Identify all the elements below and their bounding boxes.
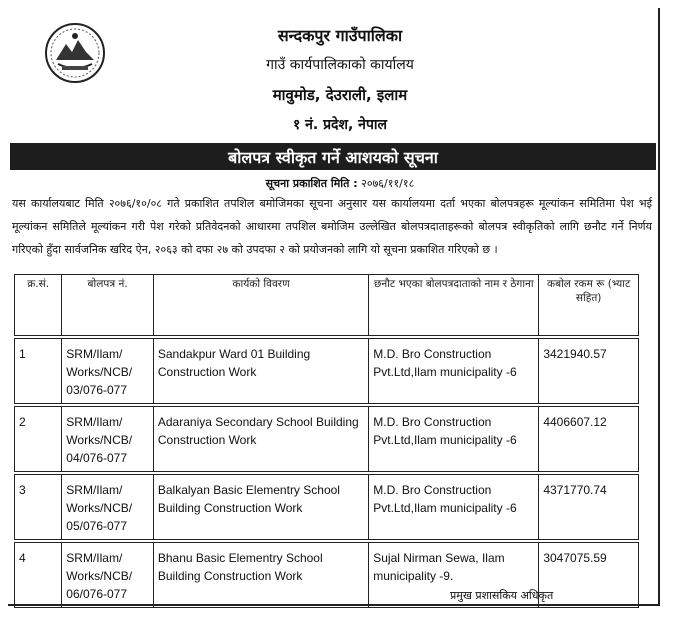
bid-table bbox=[14, 274, 639, 608]
publication-date-line bbox=[0, 176, 680, 191]
publication-label: सूचना प्रकाशित मिति : bbox=[265, 177, 358, 190]
header-amount: कबोल रकम रू (भ्याट सहित) bbox=[539, 275, 639, 336]
cell-work: Adaraniya Secondary School Building Construction Work bbox=[153, 407, 368, 472]
signature-title: प्रमुख प्रशासकिय अधिकृत bbox=[450, 589, 554, 602]
nepal-government-emblem-icon bbox=[44, 22, 106, 84]
header-work: कार्यको विवरण bbox=[153, 275, 368, 336]
table-row bbox=[15, 475, 639, 540]
cell-sn: 4 bbox=[15, 543, 62, 608]
province-line: १ नं. प्रदेश, नेपाल bbox=[292, 117, 388, 133]
cell-bid-no: SRM/Ilam/ Works/NCB/ 03/076-077 bbox=[62, 339, 154, 404]
cell-bid-no: SRM/Ilam/ Works/NCB/ 06/076-077 bbox=[62, 543, 154, 608]
notice-paragraph: यस कार्यालयबाट मिति २०७६/१०/०८ गते प्रकाशित तपशिल बमोजिमका सूचना अनुसार यस कार्यालयमा दर्ता भएका बोलपत्रहरू मूल्यांकन समितिमा पेश भई मूल्यांकन समितिले मूल्यांकन गरी पेश गरेको प्रतिवेदनको आधारमा तपशिल बमोजिम उल्लेखित बोलपत्रदाताहरूको बोलपत्र स्वीकृतिको लागि छनौट गर्ने निर्णय गरिएको हुँदा सार्वजनिक खरिद ऐन, २०६३ को दफा २७ को उपदफा २ को प्रयोजनको लागि यो सूचना प्रकाशित गरिएको छ । bbox=[12, 197, 652, 256]
cell-bid-no: SRM/Ilam/ Works/NCB/ 05/076-077 bbox=[62, 475, 154, 540]
notice-title: बोलपत्र स्वीकृत गर्ने आशयको सूचना bbox=[228, 147, 438, 167]
municipality-name: सन्दकपुर गाउँपालिका bbox=[277, 26, 403, 45]
publication-date: २०७६/११/१८ bbox=[361, 177, 415, 190]
cell-sn: 3 bbox=[15, 475, 62, 540]
header-bidder: छनौट भएका बोलपत्रदाताको नाम र ठेगाना bbox=[369, 275, 539, 336]
cell-bidder: M.D. Bro Construction Pvt.Ltd,Ilam municipality -6 bbox=[369, 475, 539, 540]
table-header-row bbox=[15, 275, 639, 336]
cell-amount: 4371770.74 bbox=[539, 475, 639, 540]
office-address: मावुमोड, देउराली, इलाम bbox=[272, 86, 408, 104]
cell-bidder: Sujal Nirman Sewa, Ilam municipality -9. bbox=[369, 543, 539, 608]
cell-work: Bhanu Basic Elementry School Building Construction Work bbox=[153, 543, 368, 608]
cell-bidder: M.D. Bro Construction Pvt.Ltd,Ilam municipality -6 bbox=[369, 407, 539, 472]
cell-work: Sandakpur Ward 01 Building Construction Work bbox=[153, 339, 368, 404]
header-bid-no: बोलपत्र नं. bbox=[62, 275, 154, 336]
cell-amount: 4406607.12 bbox=[539, 407, 639, 472]
cell-bid-no: SRM/Ilam/ Works/NCB/ 04/076-077 bbox=[62, 407, 154, 472]
table-row bbox=[15, 407, 639, 472]
table-row bbox=[15, 339, 639, 404]
cell-amount: 3421940.57 bbox=[539, 339, 639, 404]
notice-title-banner bbox=[10, 143, 656, 170]
cell-bidder: M.D. Bro Construction Pvt.Ltd,Ilam municipality -6 bbox=[369, 339, 539, 404]
cell-work: Balkalyan Basic Elementry School Building Construction Work bbox=[153, 475, 368, 540]
header-sn: क्र.सं. bbox=[15, 275, 62, 336]
cell-amount: 3047075.59 bbox=[539, 543, 639, 608]
cell-sn: 2 bbox=[15, 407, 62, 472]
office-name: गाउँ कार्यपालिकाको कार्यालय bbox=[266, 57, 414, 73]
cell-sn: 1 bbox=[15, 339, 62, 404]
